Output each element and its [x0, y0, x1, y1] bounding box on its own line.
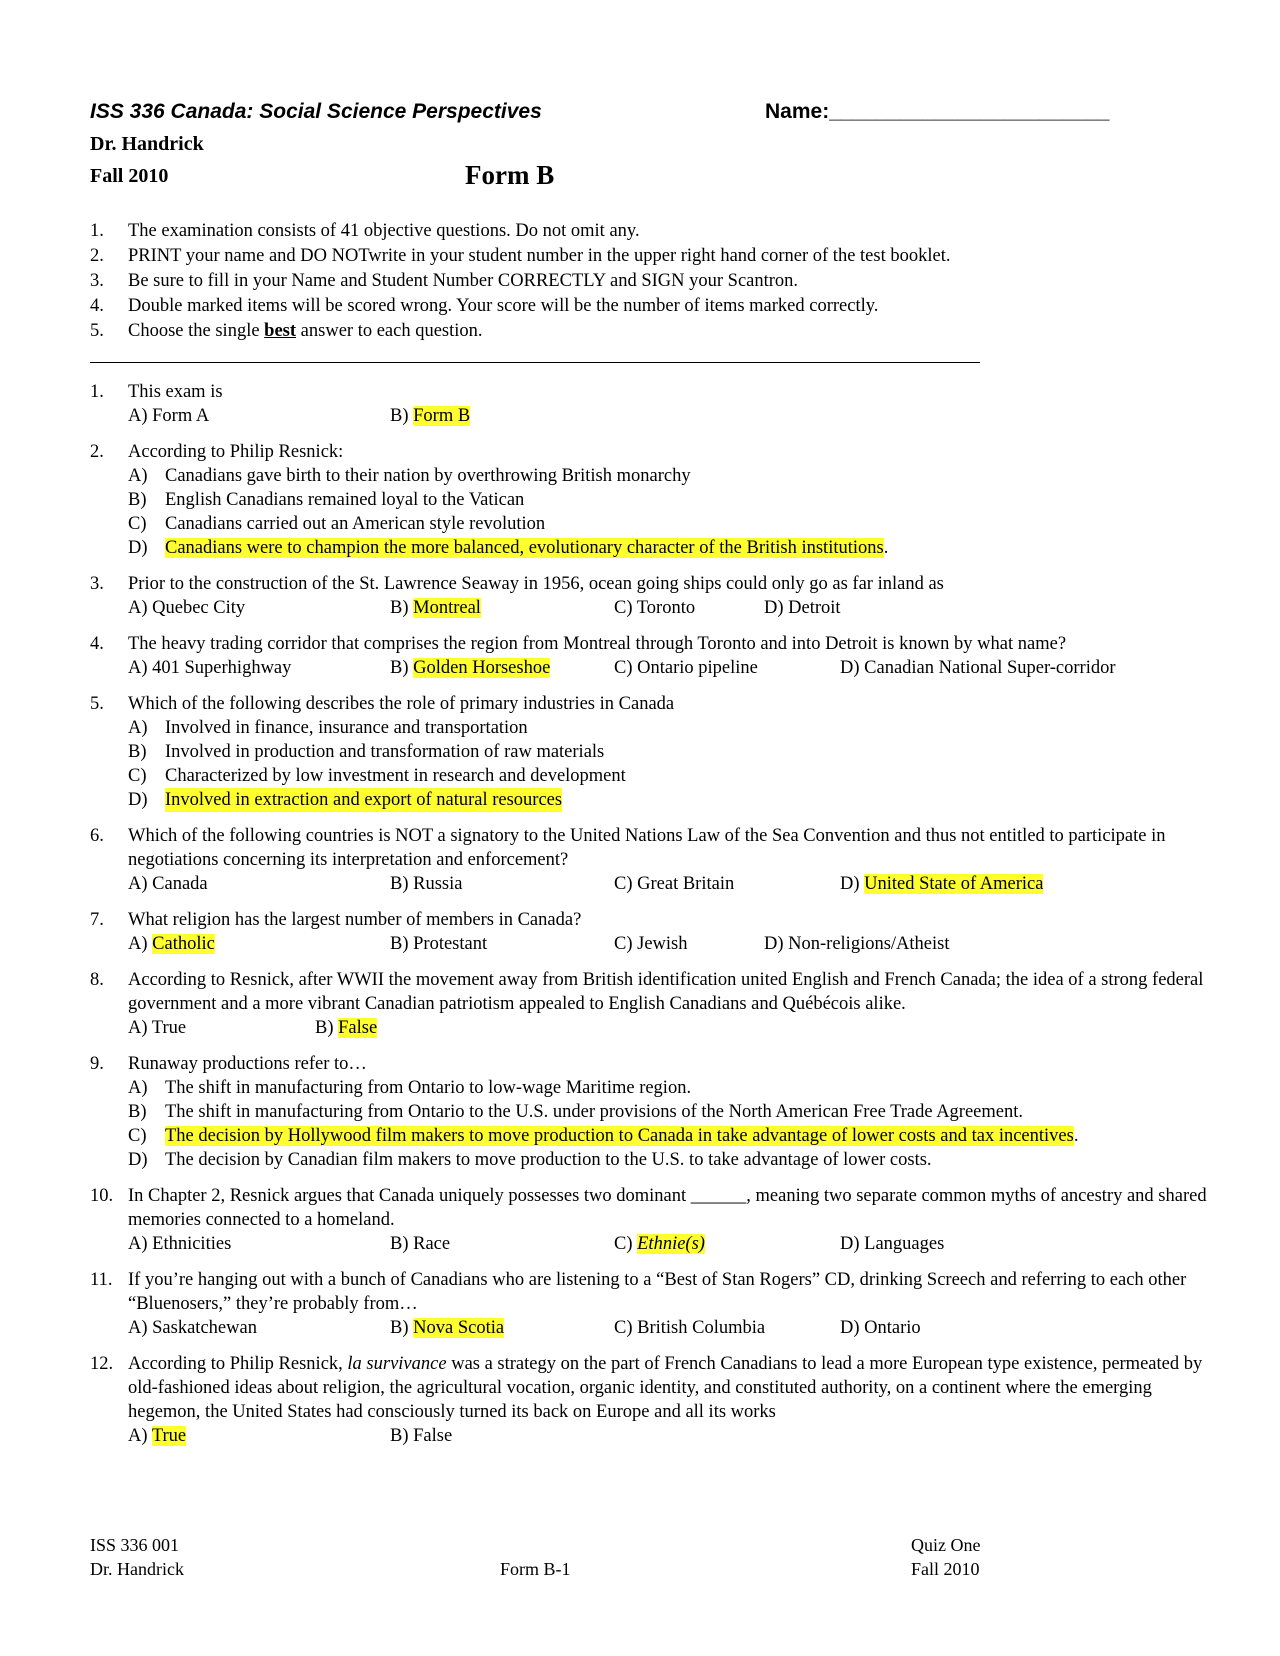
option-d: D) Ontario: [840, 1318, 921, 1338]
option-a: A) True: [128, 1426, 187, 1446]
option-b: B) Russia: [390, 874, 463, 894]
answer-highlight: Ethnie(s): [637, 1234, 705, 1254]
term: Fall 2010: [90, 165, 169, 187]
instructor-name: Dr. Handrick: [90, 133, 204, 155]
option-b: B) Nova Scotia: [390, 1318, 505, 1338]
option-b: B) Golden Horseshoe: [390, 658, 551, 678]
answer-highlight: Montreal: [413, 598, 481, 618]
option-d: D) United State of America: [840, 874, 1044, 894]
footer-term: Fall 2010: [911, 1559, 980, 1579]
question-2: 2. According to Philip Resnick: A) Canadians gave birth to their nation by overthrowing British monarchy B) English Canadians remained loyal to the Vatican C) Canadians carried out an American style revolution D) Canadians were to champion the more balanced, evolutionary character of the British institutions.: [90, 440, 1210, 560]
question-6: 6. Which of the following countries is NOT a signatory to the United Nations Law of the Sea Convention and thus not entitled to participate in negotiations concerning its interpretation and enforcement? A) Canada B) Russia C) Great Britain D) United State of America: [90, 826, 1166, 894]
answer-highlight: Catholic: [152, 934, 215, 954]
option-b: B) Montreal: [390, 598, 481, 618]
answer-highlight: The decision by Hollywood film makers to move production to Canada in take advantage of lower costs and tax incentives: [165, 1126, 1074, 1146]
option-a: A) Quebec City: [128, 598, 246, 618]
footer-quiz: Quiz One: [911, 1535, 981, 1555]
answer-highlight: Involved in extraction and export of natural resources: [165, 790, 563, 810]
instructions-list: [90, 219, 1210, 344]
emphasis-best: best: [264, 321, 297, 341]
option-b: B) Form B: [390, 406, 471, 426]
option-a: A) Canada: [128, 874, 208, 894]
option-a: A) Saskatchewan: [128, 1318, 257, 1338]
option-c: C) British Columbia: [614, 1318, 766, 1338]
instruction-item: 4. Double marked items will be scored wrong. Your score will be the number of items marked correctly.: [90, 296, 879, 316]
option-a: A) True: [128, 1018, 187, 1038]
option-b: B) False: [315, 1018, 378, 1038]
question-5: 5. Which of the following describes the role of primary industries in Canada A) Involved in finance, insurance and transportation B) Involved in production and transformation of raw materials C) Characterized by low investment in research and development D) Involved in extraction and export of natural resources: [90, 692, 1210, 812]
option-a: A) Ethnicities: [128, 1234, 232, 1254]
option-b: B) False: [390, 1426, 453, 1446]
answer-highlight: True: [151, 1426, 187, 1446]
question-11: 11. If you’re hanging out with a bunch of Canadians who are listening to a “Best of Stan Rogers” CD, drinking Screech and referring to each other “Bluenosers,” they’re probably from… A) Saskatchewan B) Nova Scotia C) British Columbia D) Ontario: [90, 1270, 1187, 1338]
option-c: C) Great Britain: [614, 874, 735, 894]
option-c: C) Ontario pipeline: [614, 658, 758, 678]
option-c: C) The decision by Hollywood film makers to move production to Canada in take advantage of lower costs and tax incentives.: [128, 1126, 1079, 1146]
answer-highlight: Nova Scotia: [413, 1318, 505, 1338]
option-d: D) Non-religions/Atheist: [764, 934, 950, 954]
question-12: 12. According to Philip Resnick, la survivance was a strategy on the part of French Canadians to lead a more European type existence, permeated by old-fashioned ideas about religion, the agricultural vocation, organic identity, and constituted authority, on a continent where the emerging hegemon, the United States had consciously turned its back on Europe and all its works A) True B) False: [90, 1354, 1203, 1446]
option-b: B) Race: [390, 1234, 451, 1254]
instruction-item: 1. The examination consists of 41 objective questions. Do not omit any.: [90, 221, 640, 241]
option-a: A) Form A: [128, 406, 210, 426]
form-title: Form B: [465, 160, 555, 190]
answer-highlight: Canadians were to champion the more balanced, evolutionary character of the British institutions: [165, 538, 884, 558]
name-field-label: Name:________________________: [765, 100, 1110, 123]
option-d: D) Involved in extraction and export of natural resources: [128, 790, 563, 810]
question-10: 10. In Chapter 2, Resnick argues that Canada uniquely possesses two dominant ______, meaning two separate common myths of ancestry and shared memories connected to a homeland. A) Ethnicities B) Race C) Ethnie(s) D) Languages: [90, 1186, 1207, 1254]
option-a: A) The shift in manufacturing from Ontario to low-wage Maritime region.: [128, 1078, 692, 1098]
option-d: D) The decision by Canadian film makers to move production to the U.S. to take advantage of lower costs.: [128, 1150, 932, 1170]
question-9: 9. Runaway productions refer to… A) The shift in manufacturing from Ontario to low-wage Maritime region. B) The shift in manufacturing from Ontario to the U.S. under provisions of the North American Free Trade Agreement. C) The decision by Hollywood film makers to move production to Canada in take advantage of lower costs and tax incentives. D) The decision by Canadian film makers to move production to the U.S. to take advantage of lower costs.: [90, 1052, 1210, 1172]
option-c: C) Characterized by low investment in research and development: [128, 766, 626, 786]
option-c: C) Toronto: [614, 598, 696, 618]
option-b: B) Protestant: [390, 934, 488, 954]
divider: [90, 362, 980, 363]
option-d: D) Canadian National Super-corridor: [840, 658, 1116, 678]
option-b: B) English Canadians remained loyal to the Vatican: [128, 490, 525, 510]
instruction-item: 2. PRINT your name and DO NOTwrite in your student number in the upper right hand corner of the test booklet.: [90, 246, 951, 266]
question-3: 3. Prior to the construction of the St. Lawrence Seaway in 1956, ocean going ships could only go as far inland as A) Quebec City B) Montreal C) Toronto D) Detroit: [90, 574, 944, 618]
question-4: 4. The heavy trading corridor that comprises the region from Montreal through Toronto and into Detroit is known by what name? A) 401 Superhighway B) Golden Horseshoe C) Ontario pipeline D) Canadian National Super-corridor: [90, 634, 1116, 678]
answer-highlight: Form B: [413, 406, 471, 426]
option-a: A) 401 Superhighway: [128, 658, 292, 678]
option-b: B) Involved in production and transformation of raw materials: [128, 742, 605, 762]
course-title: ISS 336 Canada: Social Science Perspectives: [90, 100, 542, 123]
instruction-item: 3. Be sure to fill in your Name and Student Number CORRECTLY and SIGN your Scantron.: [90, 271, 799, 291]
footer-page-label: Form B-1: [500, 1559, 571, 1579]
option-c: C) Jewish: [614, 934, 688, 954]
option-d: D) Detroit: [764, 598, 841, 618]
option-c: C) Ethnie(s): [614, 1234, 705, 1254]
option-d: D) Canadians were to champion the more balanced, evolutionary character of the British institutions.: [128, 538, 889, 558]
question-8: 8. According to Resnick, after WWII the movement away from British identification united English and French Canada; the idea of a strong federal government and a more vibrant Canadian patriotism appealed to English Canadians and Québécois alike. A) True B) False: [90, 970, 1204, 1038]
emphasis-term: la survivance: [347, 1354, 447, 1374]
instruction-item: 5. Choose the single best answer to each question.: [90, 321, 483, 341]
answer-highlight: False: [338, 1018, 378, 1038]
option-a: A) Catholic: [128, 934, 215, 954]
option-c: C) Canadians carried out an American style revolution: [128, 514, 546, 534]
option-a: A) Involved in finance, insurance and transportation: [128, 718, 528, 738]
option-b: B) The shift in manufacturing from Ontario to the U.S. under provisions of the North American Free Trade Agreement.: [128, 1102, 1024, 1122]
question-list: [90, 380, 1210, 1460]
question-7: 7. What religion has the largest number of members in Canada? A) Catholic B) Protestant C) Jewish D) Non-religions/Atheist: [90, 910, 950, 954]
footer-instructor: Dr. Handrick: [90, 1559, 184, 1579]
option-a: A) Canadians gave birth to their nation by overthrowing British monarchy: [128, 466, 691, 486]
footer-course-code: ISS 336 001: [90, 1535, 180, 1555]
question-1: 1. This exam is A) Form A B) Form B: [90, 382, 471, 426]
option-d: D) Languages: [840, 1234, 945, 1254]
answer-highlight: United State of America: [864, 874, 1044, 894]
answer-highlight: Golden Horseshoe: [413, 658, 551, 678]
